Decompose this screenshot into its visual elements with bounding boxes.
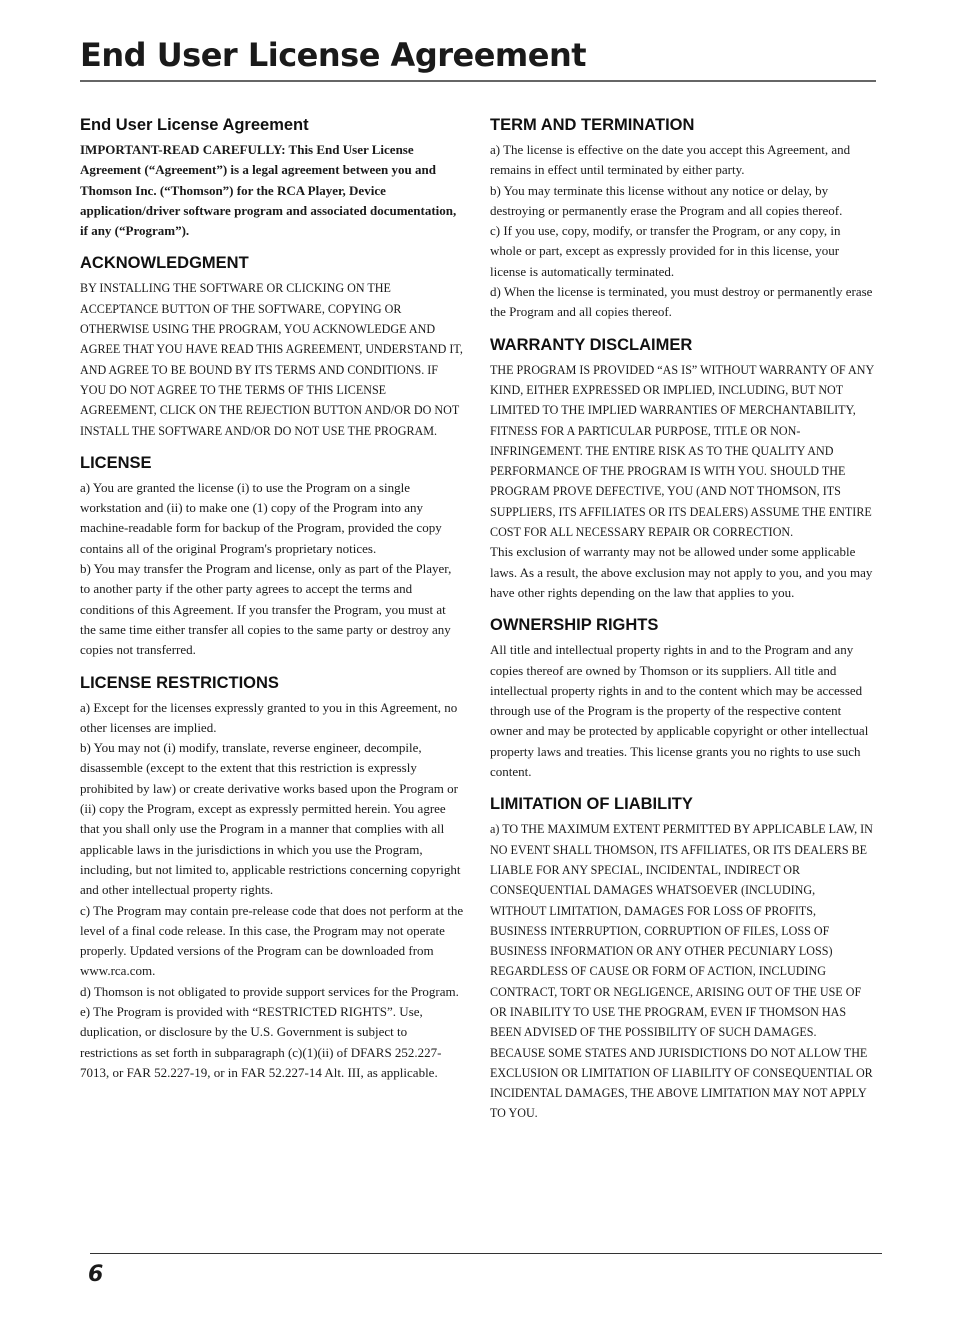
- warranty-paragraph: This exclusion of warranty may not be allowed under some applicable laws. As a result, the above exclusion may not apply to you, and you may have other rights depending on the law that applies to you.: [490, 544, 873, 600]
- restrictions-clause-b: b) You may not (i) modify, translate, reverse engineer, decompile, disassemble (except to the extent that this restriction is expressly prohibited by law) or create derivative works based upon the Program or (ii) copy the Program, except as expressly permitted herein. You agree that you shall only use the Program in a manner that complies with all applicable laws in the jurisdictions in which you use the Program, including, but not limited to, applicable restrictions concerning copyright and other intellectual property rights.: [80, 740, 461, 898]
- section-ownership-rights: [490, 613, 874, 782]
- license-clause-a: a) You are granted the license (i) to use the Program on a single workstation and (ii) to make one (1) copy of the Program into any machine-readable form for backup of the Program, provided the copy contains all of the original Program's proprietary notices.: [80, 479, 442, 556]
- term-clause-b: b) You may terminate this license without any notice or delay, by destroying or permanently erase the Program and all copies thereof.: [490, 182, 843, 218]
- page-number: 6: [88, 1262, 104, 1287]
- section-heading-term-termination: TERM AND TERMINATION: [490, 116, 695, 134]
- term-clause-a: a) The license is effective on the date you accept this Agreement, and remains in effect until terminated by either party.: [490, 142, 851, 178]
- warranty-caps-paragraph: THE PROGRAM IS PROVIDED “AS IS” WITHOUT WARRANTY OF ANY KIND, EITHER EXPRESSED OR IMPLIED, INCLUDING, BUT NOT LIMITED TO THE IMPLIED WARRANTIES OF MERCHANTABILITY, FITNESS FOR A PARTICULAR PURPOSE, TITLE OR NON-INFRINGEMENT. THE ENTIRE RISK AS TO THE QUALITY AND PERFORMANCE OF THE PROGRAM IS WITH YOU. SHOULD THE PROGRAM PROVE DEFECTIVE, YOU (AND NOT THOMSON, ITS SUPPLIERS, ITS AFFILIATES OR ITS DEALERS) ASSUME THE ENTIRE COST FOR ALL NECESSARY REPAIR OR CORRECTION.: [490, 362, 874, 540]
- restrictions-clause-d: d) Thomson is not obligated to provide support services for the Program.: [80, 983, 459, 999]
- section-limitation-of-liability: [490, 792, 874, 1123]
- title-rule: [80, 80, 876, 82]
- term-clause-d: d) When the license is terminated, you must destroy or permanently erase the Program and all copies thereof.: [490, 284, 873, 320]
- section-heading-acknowledgment: ACKNOWLEDGMENT: [80, 254, 249, 273]
- liability-paragraph: a) TO THE MAXIMUM EXTENT PERMITTED BY APPLICABLE LAW, IN NO EVENT SHALL THOMSON, ITS AFFILIATES, OR ITS DEALERS BE LIABLE FOR ANY SPECIAL, INCIDENTAL, INDIRECT OR CONSEQUENTIAL DAMAGES WHATSOEVER (INCLUDING, WITHOUT LIMITATION, DAMAGES FOR LOSS OF PROFITS, BUSINESS INTERRUPTION, CORRUPTION OF FILES, LOSS OF BUSINESS INFORMATION OR ANY OTHER PECUNIARY LOSS) REGARDLESS OF CAUSE OR FORM OF ACTION, INCLUDING CONTRACT, TORT OR NEGLIGENCE, ARISING OUT OF THE USE OF OR INABILITY TO USE THE PROGRAM, EVEN IF THOMSON HAS BEEN ADVISED OF THE POSSIBILITY OF SUCH DAMAGES. BECAUSE SOME STATES AND JURISDICTIONS DO NOT ALLOW THE EXCLUSION OR LIMITATION OF LIABILITY OF CONSEQUENTIAL OR INCIDENTAL DAMAGES, THE ABOVE LIMITATION MAY NOT APPLY TO YOU.: [490, 822, 873, 1121]
- restrictions-clause-e: e) The Program is provided with “RESTRICTED RIGHTS”. Use, duplication, or disclosure by the U.S. Government is subject to restrictions as set forth in subparagraph (c)(1)(ii) of DFARS 252.227-7013, or FAR 52.227-19, or in FAR 52.227-14 Alt. III, as applicable.: [80, 1003, 442, 1080]
- section-heading-limitation-of-liability: LIMITATION OF LIABILITY: [490, 795, 693, 814]
- page-title: End User License Agreement: [80, 36, 587, 74]
- restrictions-clause-a: a) Except for the licenses expressly granted to you in this Agreement, no other licenses are implied.: [80, 699, 458, 735]
- intro-paragraph: IMPORTANT-READ CAREFULLY: This End User License Agreement (“Agreement”) is a legal agreement between you and Thomson Inc. (“Thomson”) for the RCA Player, Device application/driver software program and associated documentation, if any (“Program”).: [80, 142, 457, 239]
- footer-rule: [90, 1253, 882, 1254]
- left-column: [80, 113, 464, 1093]
- section-license-restrictions: [80, 671, 464, 1084]
- section-license: [80, 451, 464, 661]
- ownership-paragraph: All title and intellectual property rights in and to the Program and any copies thereof are owned by Thomson or its suppliers. All title and intellectual property rights in and to the content which may be accessed through use of the Program is the property of the respective content owner and may be protected by applicable copyright or other intellectual property laws and treaties. This license grants you no rights to use such content.: [490, 642, 869, 780]
- section-heading-license-restrictions: LICENSE RESTRICTIONS: [80, 673, 279, 692]
- license-clause-b: b) You may transfer the Program and license, only as part of the Player, to another party if the other party agrees to accept the terms and conditions of this Agreement. If you transfer the Program, you must at the same time either transfer all copies to the same party or destroy any copies not transferred.: [80, 561, 452, 658]
- acknowledgment-paragraph: BY INSTALLING THE SOFTWARE OR CLICKING ON THE ACCEPTANCE BUTTON OF THE SOFTWARE, COPYING OR OTHERWISE USING THE PROGRAM, YOU ACKNOWLEDGE AND AGREE THAT YOU HAVE READ THIS AGREEMENT, UNDERSTAND IT, AND AGREE TO BE BOUND BY ITS TERMS AND CONDITIONS. IF YOU DO NOT AGREE TO THE TERMS OF THIS LICENSE AGREEMENT, CLICK ON THE REJECTION BUTTON AND/OR DO NOT INSTALL THE SOFTWARE AND/OR DO NOT USE THE PROGRAM.: [80, 281, 463, 438]
- section-term-termination: [490, 113, 874, 323]
- restrictions-clause-c: c) The Program may contain pre-release code that does not perform at the level of a final code release. In this case, the Program may not operate properly. Updated versions of the Program can be downloaded from www.rca.com.: [80, 902, 464, 979]
- section-acknowledgment: [80, 251, 464, 440]
- term-clause-c: c) If you use, copy, modify, or transfer the Program, or any copy, in whole or part, except as expressly provided for in this license, your license is automatically terminated.: [490, 223, 841, 279]
- section-warranty-disclaimer: [490, 333, 874, 604]
- section-heading-ownership-rights: OWNERSHIP RIGHTS: [490, 616, 659, 635]
- section-heading-warranty-disclaimer: WARRANTY DISCLAIMER: [490, 335, 693, 354]
- section-heading-license: LICENSE: [80, 453, 152, 472]
- section-heading-intro: End User License Agreement: [80, 116, 309, 134]
- section-intro: [80, 113, 464, 241]
- right-column: [490, 113, 874, 1134]
